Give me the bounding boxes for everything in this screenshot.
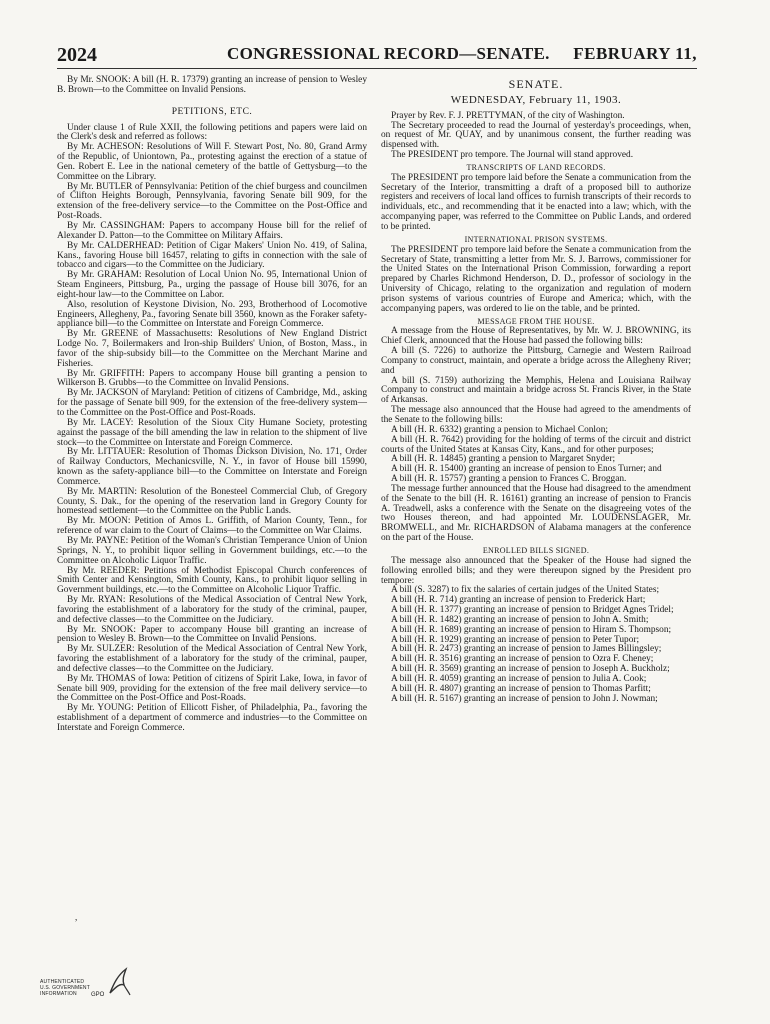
right-column-heading: ENROLLED BILLS SIGNED. <box>482 545 590 555</box>
gpo-mark: GPO <box>91 992 105 998</box>
left-column-paragraph: By Mr. YOUNG: Petition of Ellicott Fisher, of Philadelphia, Pa., favoring the establishment of a department of commerce and industries—to the Committee on Interstate and Foreign Commerce. <box>57 703 367 733</box>
right-column-paragraph: A bill (S. 7226) to authorize the Pittsburg, Carnegie and Western Railroad Company to construct, maintain, and operate a bridge across the Allegheny River; and <box>381 346 691 376</box>
right-column-paragraph: A bill (H. R. 4807) granting an increase of pension to Thomas Parfitt; <box>391 683 651 694</box>
right-column-paragraph: A bill (H. R. 1929) granting an increase of pension to Peter Tupor; <box>391 634 640 645</box>
left-column-paragraph: By Mr. THOMAS of Iowa: Petition of citizens of Spirit Lake, Iowa, in favor of Senate bill 909, providing for the extension of the free mail delivery service—to the Committee on the Post-Office and Post-Roads. <box>57 673 367 704</box>
right-column-paragraph: A bill (H. R. 2473) granting an increase of pension to James Billingsley; <box>391 644 662 655</box>
right-column-paragraph: A bill (H. R. 15400) granting an increase of pension to Enos Turner; and <box>391 464 662 475</box>
right-column-paragraph: Prayer by Rev. F. J. PRETTYMAN, of the city of Washington. <box>391 110 625 121</box>
logo-line-2: U.S. GOVERNMENT <box>40 985 90 991</box>
right-column-heading: TRANSCRIPTS OF LAND RECORDS. <box>466 162 606 172</box>
left-column-paragraph: By Mr. PAYNE: Petition of the Woman's Christian Temperance Union of Union Springs, N. Y., to prohibit liquor selling in Government buildings, etc.—to the Committee on Alcoholic Liquor Traffic. <box>57 535 367 566</box>
left-column-paragraph: By Mr. MARTIN: Resolution of the Bonesteel Commercial Club, of Gregory County, S. Dak., for the opening of the reservation land in Gregory County for homestead settlement—to the Committee on the Public Lands. <box>57 486 367 517</box>
right-column-heading: SENATE. <box>508 77 564 91</box>
right-column-paragraph: The message further announced that the House had disagreed to the amendment of the Senate to the bill (H. R. 16161) granting an increase of pension to Francis A. Treadwell, asks a conference with the Senate on the disagreeing votes of the two Houses thereon, and had appointed Mr. LOUDENSLAGER, Mr. BROMWELL, and Mr. RICHARDSON of Alabama managers at the conference on the part of the House. <box>381 483 691 544</box>
right-column-paragraph: A bill (H. R. 1482) granting an increase of pension to John A. Smith; <box>391 614 649 625</box>
left-column-paragraph: By Mr. CASSINGHAM: Papers to accompany House bill for the relief of Alexander D. Patton—to the Committee on Military Affairs. <box>57 220 367 241</box>
right-column-heading: WEDNESDAY, February 11, 1903. <box>450 93 622 106</box>
right-column <box>381 76 691 704</box>
stray-mark: , <box>75 912 78 922</box>
right-column-paragraph: A message from the House of Representatives, by Mr. W. J. BROWNING, its Chief Clerk, announced that the House had passed the following bills: <box>381 326 691 347</box>
header-rule <box>57 68 697 69</box>
right-column-paragraph: A bill (S. 7159) authorizing the Memphis, Helena and Louisiana Railway Company to construct and maintain a bridge across St. Francis River, in the State of Arkansas. <box>381 375 691 406</box>
right-column-paragraph: A bill (H. R. 1377) granting an increase of pension to Bridget Agnes Tridel; <box>391 605 674 616</box>
right-column-paragraph: A bill (H. R. 4059) granting an increase of pension to Julia A. Cook; <box>391 673 647 684</box>
right-column-heading: MESSAGE FROM THE HOUSE. <box>477 316 595 326</box>
right-column-paragraph: The PRESIDENT pro tempore laid before the Senate a communication from the Secretary of the Interior, transmitting a draft of a proposed bill to authorize registers and receivers of local land offices to furnish transcripts of their records to individuals, etc., and recommending that it be enacted into a law; which, with the accompanying paper, was referred to the Committee on Public Lands, and ordered to be printed. <box>381 172 691 232</box>
running-title: CONGRESSIONAL RECORD—SENATE. <box>227 44 550 63</box>
right-column-paragraph: A bill (H. R. 15757) granting a pension to Frances C. Broggan. <box>391 474 627 485</box>
left-column-paragraph: By Mr. LACEY: Resolution of the Sioux City Humane Society, protesting against the passage of the bill amending the law in relation to the shipment of live stock—to the Committee on Interstate and Foreign Commerce. <box>57 417 367 448</box>
left-column-paragraph: By Mr. MOON: Petition of Amos L. Griffith, of Marion County, Tenn., for reference of war claim to the Court of Claims—to the Committee on War Claims. <box>57 516 367 537</box>
left-column-paragraph: Under clause 1 of Rule XXII, the following petitions and papers were laid on the Clerk's desk and referred as follows: <box>57 122 367 143</box>
right-column-heading: INTERNATIONAL PRISON SYSTEMS. <box>464 234 608 244</box>
right-column-paragraph: The PRESIDENT pro tempore. The Journal will stand approved. <box>391 150 634 161</box>
header-date: FEBRUARY 11, <box>573 44 697 63</box>
left-column-paragraph: By Mr. JACKSON of Maryland: Petition of citizens of Cambridge, Md., asking for the passage of Senate bill 909, for the extension of the free-delivery system—to the Committee on the Post-Office and Post-Roads. <box>57 388 367 418</box>
page-header <box>57 44 697 66</box>
left-column-paragraph: By Mr. GRIFFITH: Papers to accompany House bill granting a pension to Wilkerson B. Grubbs—to the Committee on Invalid Pensions. <box>57 368 367 389</box>
left-column-paragraph: By Mr. REEDER: Petitions of Methodist Episcopal Church conferences of Smith Center and Kensington, Smith County, Kans., to prohibit liquor selling in Government buildings, etc.—to the Committee on Alcoholic Liquor Traffic. <box>57 565 367 596</box>
left-column-paragraph: By Mr. SNOOK: Paper to accompany House bill granting an increase of pension to Wesley B. Brown—to the Committee on Invalid Pensions. <box>57 624 367 645</box>
left-column-paragraph: By Mr. SULZER: Resolution of the Medical Association of Central New York, favoring the establishment of a laboratory for the study of the criminal, pauper, and defective classes—to the Committee on the Judiciary. <box>57 644 367 674</box>
right-column-paragraph: The PRESIDENT pro tempore laid before the Senate a communication from the Secretary of State, transmitting a letter from Mr. S. J. Barrows, commissioner for the United States on the International Prison Commission, forwarding a report prepared by Charles Richmond Henderson, D. D., professor of sociology in the University of Chicago, relating to the organization and regulation of modern prison systems of various countries of Europe and America; which, with the accompanying papers, was ordered to lie on the table, and be printed. <box>381 244 691 314</box>
right-column-paragraph: A bill (H. R. 6332) granting a pension to Michael Conlon; <box>391 424 608 435</box>
right-column-paragraph: A bill (H. R. 5167) granting an increase of pension to John J. Nowman; <box>391 693 658 704</box>
left-column-paragraph: By Mr. GRAHAM: Resolution of Local Union No. 95, International Union of Steam Engineers, Pittsburg, Pa., urging the passage of House bill 3076, for an eight-hour law—to the Committee on Labor. <box>57 270 367 300</box>
left-column-paragraph: By Mr. RYAN: Resolutions of the Medical Association of Central New York, favoring the establishment of a laboratory for the study of the criminal, pauper, and defective classes—to the Committee on the Judiciary. <box>57 595 367 625</box>
left-column-paragraph: By Mr. GREENE of Massachusetts: Resolutions of New England District Lodge No. 7, Boilermakers and Iron-ship Builders' Union, of Boston, Mass., in favor of the ship-subsidy bill—to the Committee on the Merchant Marine and Fisheries. <box>57 329 367 369</box>
right-column-paragraph: A bill (H. R. 14845) granting a pension to Margaret Snyder; <box>391 454 616 465</box>
left-column <box>57 76 367 734</box>
left-column-paragraph: By Mr. CALDERHEAD: Petition of Cigar Makers' Union No. 419, of Salina, Kans., favoring House bill 16457, relating to gifts in connection with the sale of tobacco and cigars—to the Committee on the Judiciary. <box>57 240 367 271</box>
right-column-paragraph: A bill (H. R. 1689) granting an increase of pension to Hiram S. Thompson; <box>391 624 672 635</box>
left-column-paragraph: By Mr. ACHESON: Resolutions of Will F. Stewart Post, No. 80, Grand Army of the Republic, of Uniontown, Pa., protesting against the erection of a statue of Gen. Robert E. Lee in the national cemetery of the battle of Gettysburg—to the Committee on the Library. <box>57 142 367 182</box>
eagle-icon <box>106 965 132 999</box>
gpo-authentication-logo <box>40 965 150 1015</box>
logo-line-3: INFORMATION <box>40 991 77 997</box>
right-column-paragraph: A bill (H. R. 7642) providing for the holding of terms of the circuit and district courts of the United States at Kansas City, Kans., and for other purposes; <box>381 434 691 455</box>
right-column-paragraph: A bill (H. R. 3569) granting an increase of pension to Joseph A. Buckholz; <box>391 664 670 675</box>
right-column-paragraph: The message also announced that the House had agreed to the amendments of the Senate to the following bills: <box>381 405 691 425</box>
logo-line-1: AUTHENTICATED <box>40 979 85 985</box>
left-column-paragraph: Also, resolution of Keystone Division, No. 293, Brotherhood of Locomotive Engineers, Allegheny, Pa., favoring Senate bill 3560, known as the Foraker safety-appliance bill—to the Committee on Interstate and Foreign Commerce. <box>57 299 367 330</box>
right-column-paragraph: A bill (H. R. 714) granting an increase of pension to Frederick Hart; <box>391 595 646 606</box>
right-column-paragraph: A bill (H. R. 3516) granting an increase of pension to Ozra F. Cheney; <box>391 654 654 665</box>
left-column-heading: PETITIONS, ETC. <box>171 106 253 117</box>
right-column-paragraph: The message also announced that the Speaker of the House had signed the following enrolled bills; and they were thereupon signed by the President pro tempore: <box>381 555 691 586</box>
left-column-paragraph: By Mr. LITTAUER: Resolution of Thomas Dickson Division, No. 171, Order of Railway Conductors, Mechanicsville, N. Y., in favor of House bill 15990, known as the safety-appliance bill—to the Committee on Interstate and Foreign Commerce. <box>57 447 367 487</box>
right-column-paragraph: The Secretary proceeded to read the Journal of yesterday's proceedings, when, on request of Mr. QUAY, and by unanimous consent, the further reading was dispensed with. <box>381 120 691 151</box>
page-number: 2024 <box>57 44 97 66</box>
right-column-paragraph: A bill (S. 3287) to fix the salaries of certain judges of the United States; <box>391 585 660 596</box>
left-column-paragraph: By Mr. BUTLER of Pennsylvania: Petition of the chief burgess and councilmen of Clifton Heights Borough, Pennsylvania, favoring Senate bill 909, for the extension of the free-delivery service—to the Committee on the Post-Office and Post-Roads. <box>57 181 367 222</box>
left-column-paragraph: By Mr. SNOOK: A bill (H. R. 17379) granting an increase of pension to Wesley B. Brown—to the Committee on Invalid Pensions. <box>57 75 367 95</box>
